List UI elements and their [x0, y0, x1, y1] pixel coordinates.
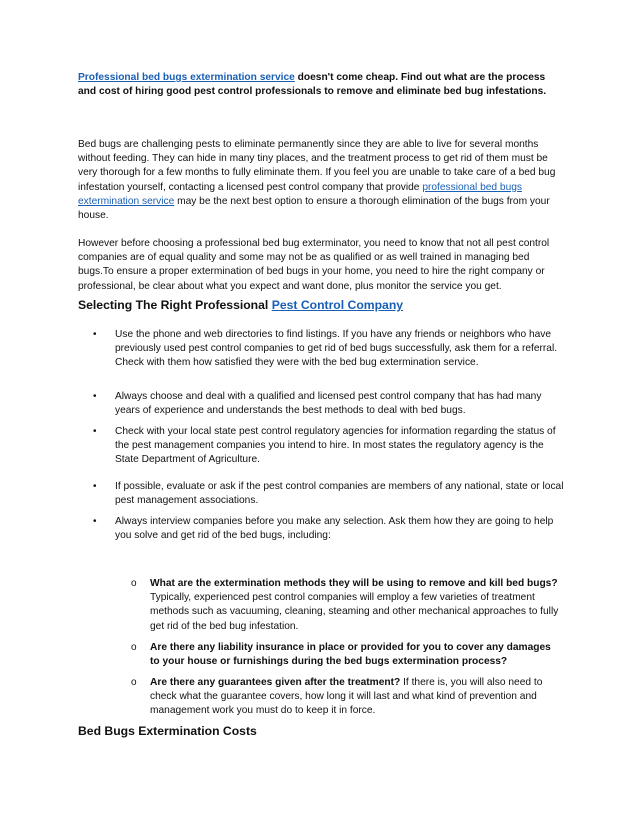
sub-item-text: If there is, you will also need to check what the guarantee covers, how long it will last and what kind of prevention and management work you must do to keep it in force.	[150, 677, 543, 717]
sub-item-question: Are there any guarantees given after the treatment?	[150, 677, 401, 688]
heading-selecting-company	[78, 298, 403, 312]
sub-item-methods	[150, 577, 560, 634]
pest-control-company-link[interactable]: Pest Control Company	[271, 298, 404, 312]
bullet-icon: •	[93, 481, 97, 492]
bullet-icon: •	[93, 426, 97, 437]
sub-item-text: Typically, experienced pest control companies will employ a few varieties of treatment methods such as vacuuming, cleaning, steaming and other mechanical approaches to fully get rid of the bed bug infestation.	[150, 592, 559, 632]
heading-select-text: Selecting The Right Professional	[78, 298, 272, 312]
intro-text: doesn't come cheap. Find out what are the process and cost of hiring good pest control professionals to remove and eliminate bed bug infestations.	[78, 72, 547, 98]
paragraph-choosing-exterminator: However before choosing a professional bed bug exterminator, you need to know that not all pest control companies are of equal quality and some may not be as qualified or as well trained in managing bed bugs.To ensure a proper extermination of bed bugs in your home, you need to hire the right company or professional, be clear about what you expect and want done, plus monitor the service you get.	[78, 238, 550, 292]
heading-extermination-costs: Bed Bugs Extermination Costs	[78, 724, 257, 738]
sub-bullet-icon: o	[131, 677, 137, 688]
bullet-item-3: Check with your local state pest control regulatory agencies for information regarding the status of the pest management companies you intend to hire. In most states the regulatory agency is the State Department of Agriculture.	[115, 426, 556, 466]
bullet-icon: •	[93, 329, 97, 340]
sub-bullet-icon: o	[131, 642, 137, 653]
sub-item-question: Are there any liability insurance in place or provided for you to cover any damages to your house or furnishings during the bed bugs extermination process?	[150, 642, 551, 668]
bullet-item-4: If possible, evaluate or ask if the pest control companies are members of any national, state or local pest management associations.	[115, 481, 564, 507]
sub-item-question: What are the extermination methods they will be using to remove and kill bed bugs?	[150, 578, 558, 589]
bullet-item-1: Use the phone and web directories to find listings. If you have any friends or neighbors who have previously used pest control companies to get rid of bed bugs successfully, ask them for a referral. Check with them how satisfied they were with the bed bug extermination service.	[115, 329, 558, 369]
intro-service-link[interactable]: Professional bed bugs extermination service	[78, 72, 295, 83]
para1-service-link[interactable]: professional bed bugs extermination service	[78, 181, 522, 207]
sub-item-insurance	[150, 641, 560, 669]
bullet-icon: •	[93, 516, 97, 527]
paragraph-bed-bugs-challenge	[78, 138, 562, 223]
bullet-item-2: Always choose and deal with a qualified and licensed pest control company that has had many years of experience and understands the best methods to deal with bed bugs.	[115, 391, 542, 417]
sub-item-guarantees	[150, 676, 560, 719]
bullet-item-5: Always interview companies before you make any selection. Ask them how they are going to help you solve and get rid of the bed bugs, including:	[115, 516, 554, 542]
para1-text-b: may be the next best option to ensure a thorough elimination of the bugs from your house.	[78, 195, 550, 222]
para1-text-a: Bed bugs are challenging pests to eliminate permanently since they are able to live for several months without feeding. They can hide in many tiny places, and the treatment process to get rid of them must be very thorough for a few months to fully eliminate them. If you feel you are unable to take care of a bed bug infestation yourself, contacting a licensed pest control company that provide	[78, 139, 556, 193]
intro-paragraph	[78, 71, 562, 99]
sub-bullet-icon: o	[131, 578, 137, 589]
bullet-icon: •	[93, 391, 97, 402]
